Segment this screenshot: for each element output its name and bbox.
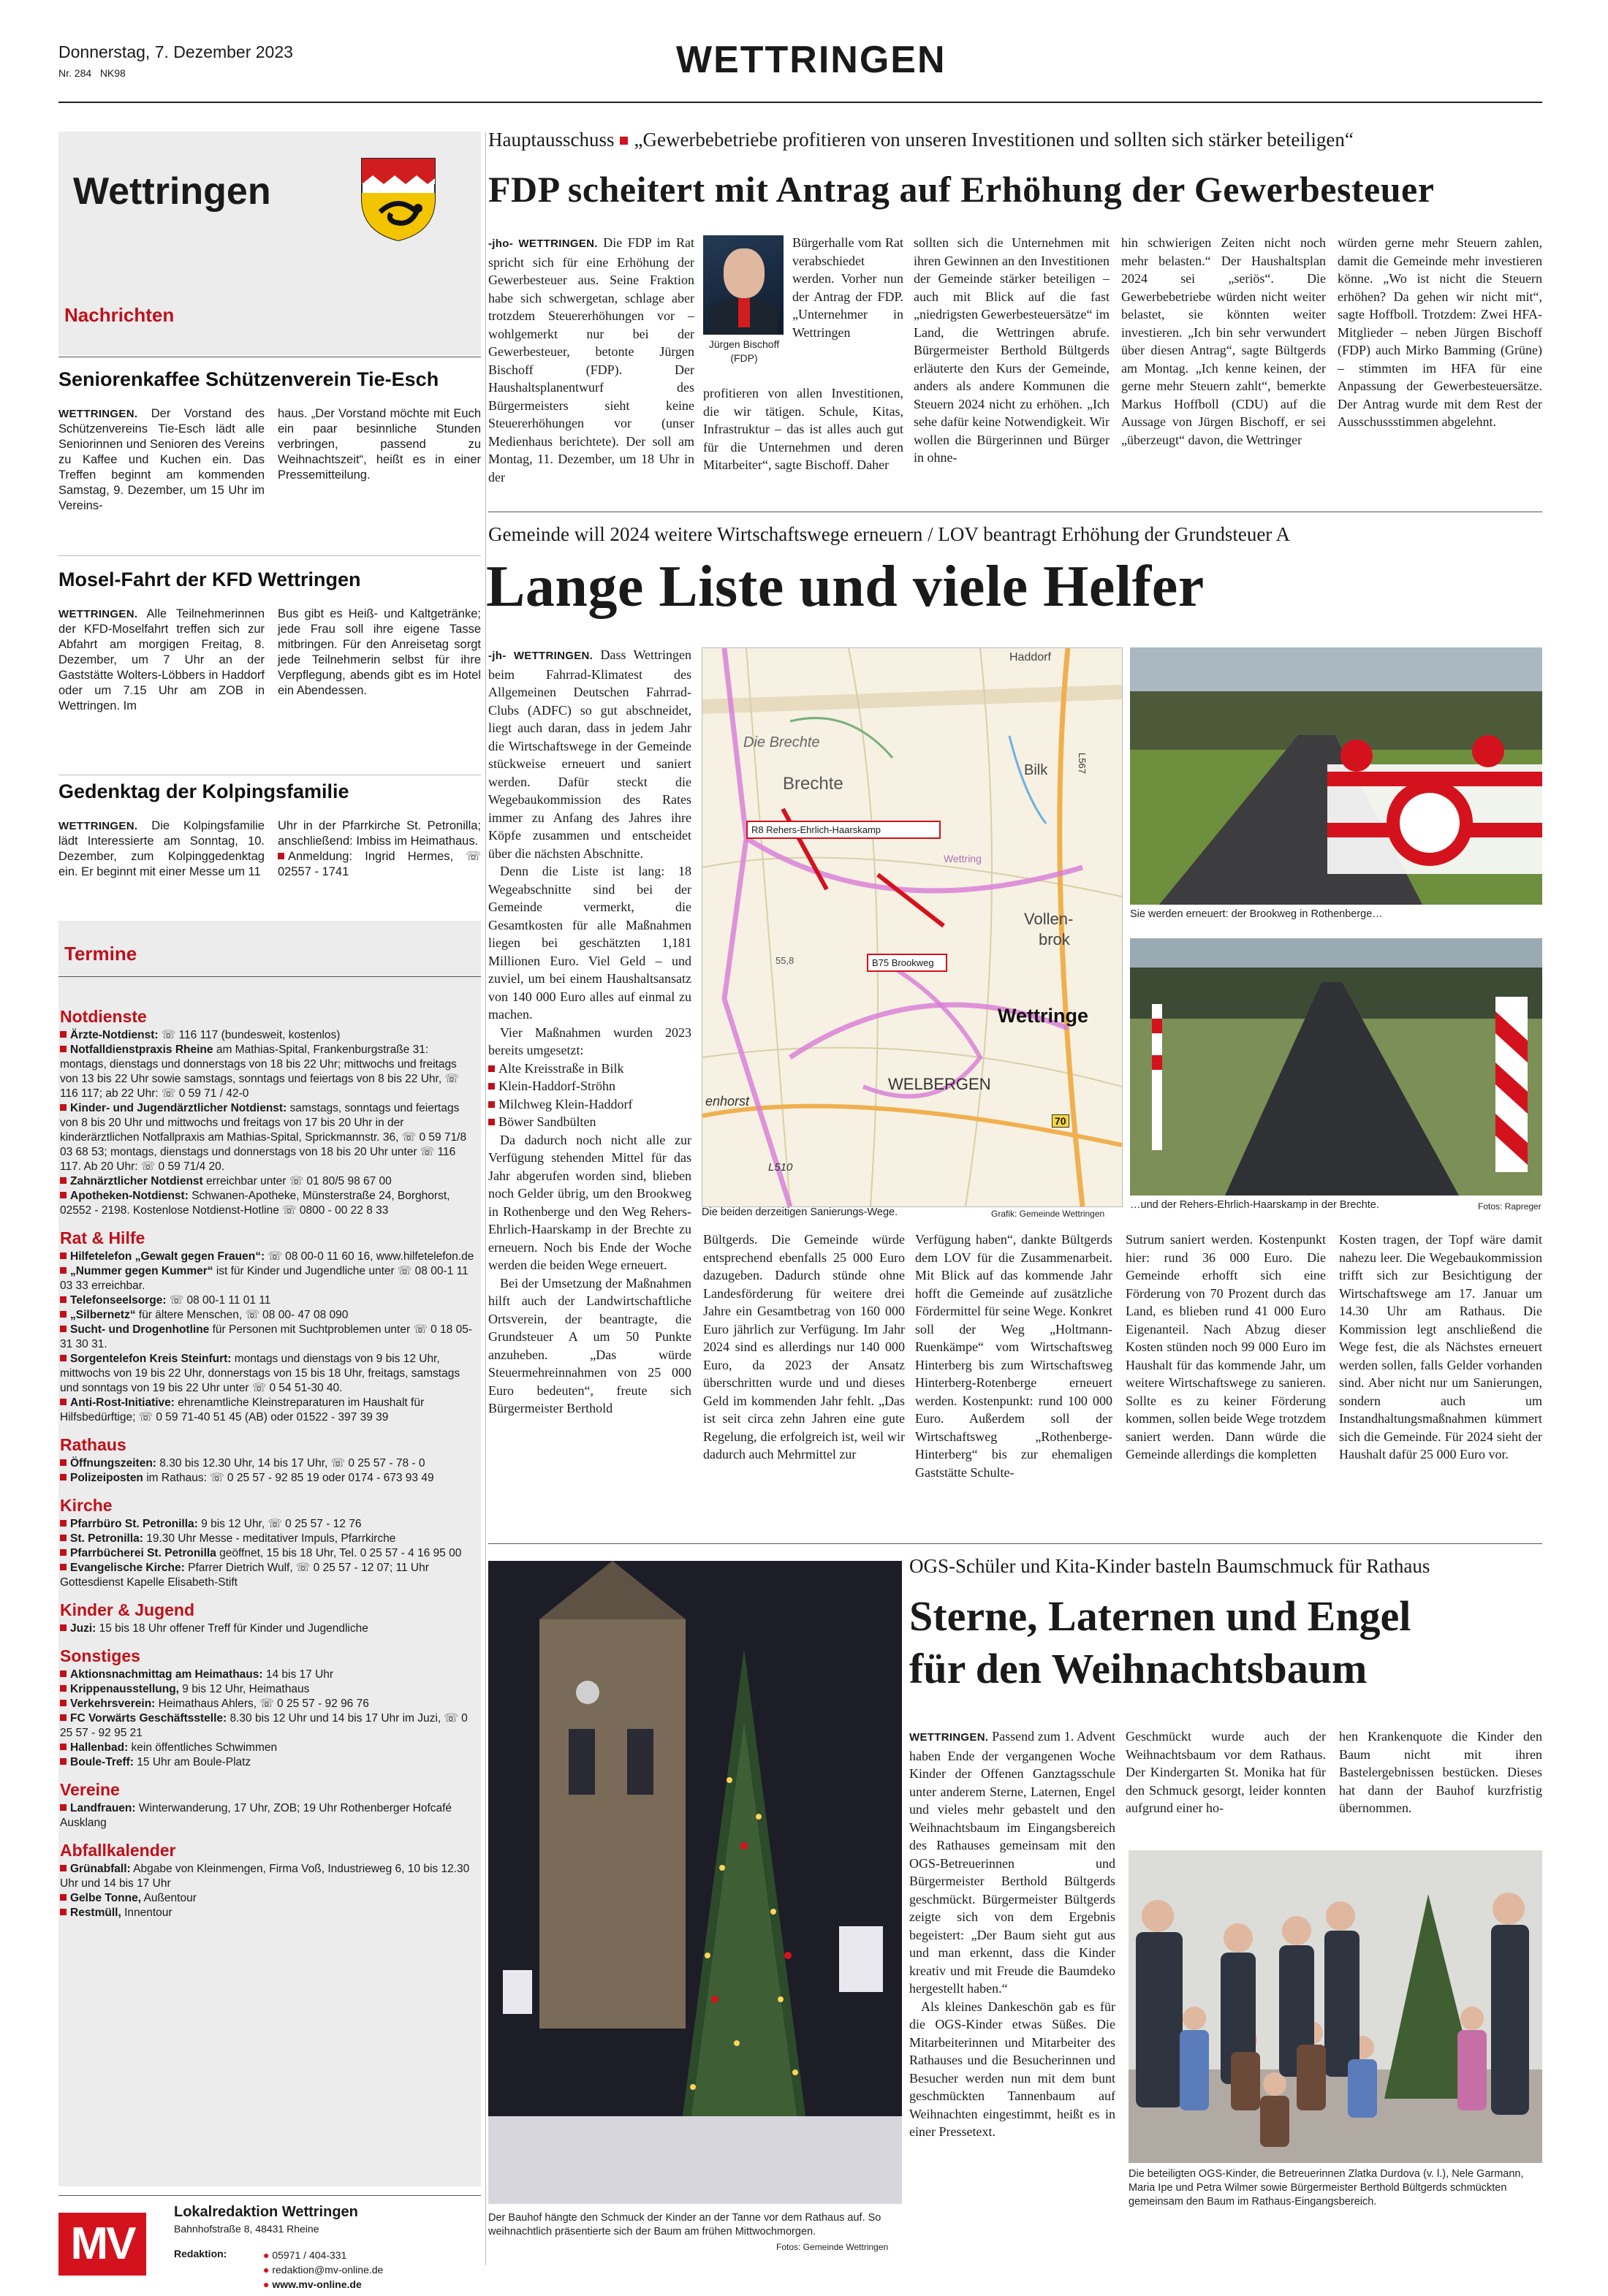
termine-heading: Abfallkalender	[60, 1841, 176, 1860]
termine-item-text: für Personen mit Suchtproblemen unter ☏ 0 18 05-31 30 31.	[60, 1323, 473, 1350]
header-date: Donnerstag, 7. Dezember 2023	[58, 42, 293, 61]
termine-item	[60, 1532, 478, 1546]
nachrichten-label: Nachrichten	[64, 304, 175, 326]
rehers-photo	[1130, 938, 1542, 1195]
map-place-brechte: Brechte	[783, 774, 843, 794]
bullet-icon	[60, 1670, 67, 1677]
termine-item-label: Öffnungszeiten:	[70, 1457, 156, 1470]
termine-item	[60, 1561, 478, 1590]
article3-text1: Passend zum 1. Advent haben Ende der vergangenen Woche Kinder der Offenen Ganztagsschule unter anderem Sterne, Laternen, Engel und vieles mehr gebastelt und den Weihnachtsbaum im Eingangsbereich des Rathauses gemeinsam mit den OGS-Betreuerinnen und Bürgermeister Berthold Bültgerds geschmückt. Bürgermeister Bültgerds zeigte sich von dem Ergebnis begeistert: „Der Baum sieht gut aus und man erkennt, dass die Kinder kreativ und mit Freude die Baumdeko hergestellt haben.“	[909, 1729, 1115, 1996]
article1-col2b: profitieren von allen Investitionen, die wir tätigen. Schule, Kitas, Infrastruktur – das ist alles auch gut für die Unternehmen und deren Mitarbeiter“, sagte Bischoff. Daher	[703, 386, 903, 472]
termine-item	[60, 1471, 478, 1486]
termine-item	[60, 1323, 478, 1352]
bullet-icon	[60, 1267, 67, 1274]
map-place-vollen: Vollen-	[1024, 910, 1074, 928]
mv-logo: MV	[58, 2213, 146, 2276]
termine-item	[60, 1862, 478, 1891]
article3-col1	[909, 1727, 1115, 2141]
bullet-icon	[60, 1744, 67, 1750]
edition-code: NK98	[99, 67, 126, 79]
article1-col2a: Bürgerhalle vom Rat verabschiedet werden. Vorher nun der Antrag der FDP. „Unternehmer in Wettringen	[792, 235, 903, 340]
measures-list	[488, 1060, 691, 1131]
article3-p2: Als kleines Dankeschön gab es für die OGS-Kinder etwas Süßes. Die Mitarbeiterinnen und Mitarbeiter des Rathauses und die Besucherinnen und Besucher werden nun mit dem bunt geschmückten Tannenbaum auf Weihnachten eingestimmt, heißt es in einer Pressetext.	[909, 1999, 1115, 2139]
termine-item-text: ☏ 08 00-1 11 01 11	[166, 1294, 271, 1307]
news1-headline: Seniorenkaffee Schützenverein Tie-Esch	[58, 368, 439, 390]
article2-kicker: Gemeinde will 2024 weitere Wirtschaftswege erneuern / LOV beantragt Erhöhung der Grundsteuer A	[488, 523, 1291, 545]
bullet-icon	[60, 1104, 67, 1111]
article3-col3: hen Krankenquote die Kinder den Baum nicht mit ihren Bastelergebnissen bestücken. Dieses hat dann der Bauhof kurzfristig übernommen.	[1339, 1729, 1542, 1815]
article3-col2: Geschmückt wurde auch der Weihnachtsbaum vor dem Rathaus. Der Kindergarten St. Monika hat für den Schmuck gesorgt, leider konnten aufgrund einer ho-	[1126, 1729, 1326, 1815]
termine-item-text: Schwanen-Apotheke, Münsterstraße 24, Borghorst, 02552 - 2198. Kostenlose Notdienst-Hotline ☏ 0800 - 00 22 8 33	[60, 1190, 450, 1217]
termine-item-text: Heimathaus Ahlers, ☏ 0 25 57 - 92 96 76	[155, 1698, 369, 1710]
phone-icon: ●	[263, 2249, 270, 2261]
article1-quote: „Gewerbebetriebe profitieren von unseren Investitionen und sollten sich stärker beteiligen“	[634, 129, 1354, 151]
termine-item-text: ☏ 08 00-0 11 60 16, www.hilfetelefon.de	[265, 1250, 474, 1263]
bullet-icon	[60, 1177, 67, 1184]
group-photo-graphic	[1129, 1850, 1542, 2163]
bullet-icon	[60, 1459, 67, 1466]
termine-label: Termine	[64, 943, 137, 965]
termine-item	[60, 1101, 478, 1174]
map-place-enhorst: enhorst	[705, 1094, 750, 1109]
bullet-icon	[60, 1311, 67, 1318]
town-name: Wettringen	[73, 170, 271, 213]
termine-item	[60, 1264, 478, 1293]
news3-text2: Uhr in der Pfarrkirche St. Petronilla; anschließend: Imbiss im Heimathaus.	[278, 819, 481, 848]
footer-rule	[58, 2195, 481, 2196]
termine-item-label: Pfarrbücherei St. Petronilla	[70, 1547, 216, 1559]
termine-item-label: Boule-Treff:	[70, 1756, 134, 1768]
footer-web[interactable]: www.mv-online.de	[272, 2278, 362, 2290]
map-road-l567: L567	[1076, 753, 1088, 774]
email-row[interactable]	[263, 2262, 383, 2277]
news3-note: Anmeldung: Ingrid Hermes, ☏ 02557 - 1741	[278, 850, 481, 878]
termine-heading: Kinder & Jugend	[60, 1600, 195, 1619]
web-icon: ●	[263, 2278, 270, 2290]
termine-item-label: Restmüll,	[70, 1907, 121, 1919]
termine-item	[60, 1682, 478, 1697]
termine-item-label: Zahnärztlicher Notdienst	[70, 1175, 203, 1187]
bullet-icon	[60, 1326, 67, 1332]
termine-item	[60, 1293, 478, 1308]
rehers-credit: Fotos: Rapreger	[1478, 1201, 1541, 1212]
article2-dateline: -jh- WETTRINGEN.	[488, 650, 593, 662]
bullet-icon	[60, 1624, 67, 1631]
termine-item-label: Aktionsnachmittag am Heimathaus:	[70, 1668, 263, 1681]
article-divider	[488, 1543, 1542, 1544]
termine-item-text: 19.30 Uhr Messe - meditativer Impuls, Pfarrkirche	[143, 1532, 396, 1545]
map-place-welbergen: WELBERGEN	[888, 1075, 991, 1093]
news1-col1	[58, 406, 265, 514]
news2-col2: Bus gibt es Heiß- und Kaltgetränke; jede Frau soll ihre eigene Tasse mitbringen. Für den Anreisetag sorgt jede Teilnehmerin selbst für ihre Verpflegung, abends gibt es im Hotel ein Abendessen.	[278, 607, 481, 697]
termine-item-text: 8.30 bis 12.30 Uhr, 14 bis 17 Uhr, ☏ 0 25 57 - 78 - 0	[156, 1457, 425, 1470]
footer-contacts	[263, 2248, 383, 2292]
termine-item-text: Abgabe von Kleinmengen, Firma Voß, Industrieweg 6, 10 bis 12.30 Uhr und 14 bis 17 Uhr	[60, 1863, 470, 1890]
bischoff-photo	[703, 235, 784, 335]
tie-shape	[738, 298, 750, 327]
termine-item-label: Polizeiposten	[70, 1472, 143, 1484]
termine-item	[60, 1741, 478, 1755]
web-row[interactable]	[263, 2277, 383, 2292]
measure-list-item	[488, 1095, 691, 1114]
termine-item-label: Apotheken-Notdienst:	[70, 1190, 189, 1202]
news2-text1: Alle Teilnehmerinnen der KFD-Moselfahrt treffen sich zur Abfahrt am morgigen Freitag, 8. Dezember, um 7 Uhr an der Gaststätte Wolters-Löbbers in Haddorf oder um 7.15 Uhr am ZOB in Wettringen. Im	[58, 607, 265, 712]
termine-item-label: Hallenbad:	[70, 1741, 129, 1754]
termine-item	[60, 1755, 478, 1770]
termine-item-text: Außentour	[141, 1892, 197, 1904]
christmas-tree-photo	[488, 1561, 902, 2204]
tree-photo-credit: Fotos: Gemeinde Wettringen	[776, 2242, 889, 2252]
termine-item-text: geöffnet, 15 bis 18 Uhr, Tel. 0 25 57 - 4 16 95 00	[216, 1547, 462, 1559]
bullet-icon	[60, 1474, 67, 1480]
article2-p4: Da dadurch noch nicht alle zur Verfügung stehenden Mittel für das Jahr abgerufen worden sind, blieben noch Gelder übrig, um den Brookweg in Rothenberge und den Weg Rehers-Ehrlich-Haarskamp in der Brechte zu erneuern. Noch bis Ende der Woche werden die beiden Wege erneuert.	[488, 1132, 691, 1272]
article2-headline: Lange Liste und viele Helfer	[486, 555, 1205, 619]
map-road-l510: L510	[768, 1161, 793, 1174]
news3-headline: Gedenktag der Kolpingsfamilie	[58, 780, 349, 802]
bullet-icon	[60, 1296, 67, 1303]
phone-row	[263, 2248, 383, 2262]
article3-headline-line1: Sterne, Laternen und Engel	[909, 1592, 1411, 1640]
termine-item-text: im Rathaus: ☏ 0 25 57 - 92 85 19 oder 0174 - 673 93 49	[143, 1472, 434, 1484]
termine-item-text: am Mathias-Spital, Frankenburgstraße 31: montags, dienstags und donnerstags von 18 bis 22 Uhr; mittwochs und freitags von 13 bis 22 Uhr sowie samstags, sonntags und feiertags von 8 bis 22 Uhr, ☏ 116 117; ab 22 Uhr: ☏ 0 59 71 / 42-0	[60, 1044, 459, 1100]
termine-item-label: Ärzte-Notdienst:	[70, 1029, 159, 1041]
article1-col1	[488, 234, 694, 486]
article2-col4: Sutrum saniert werden. Kostenpunkt hier: rund 36 000 Euro. Die Gemeinde erhofft sich eine Förderung von 70 Prozent durch das Land, es blieben rund 41 000 Euro Eigenanteil. Nach Abzug dieser Kosten stünden noch 99 000 Euro im Haushalt für das kommende Jahr, um weitere Wirtschaftswege zu sanieren. Sollte es zu keiner Förderung kommen, sollen beide Wege trotzdem saniert werden. Dann würde die Gemeinde allerdings die kompletten	[1126, 1232, 1326, 1461]
header-rule	[58, 102, 1542, 103]
termine-item	[60, 1174, 478, 1189]
termine-item-label: Landfrauen:	[70, 1802, 136, 1814]
article1-col5: würden gerne mehr Steuern zahlen, damit die Gemeinde mehr investieren könne. „Wo ist nicht die Steuern erhöhen? Da gehen wir nicht mit“, sagte Hoffboll. Trotzdem: Zwei HFA-Mitglieder – neben Jürgen Bischoff (FDP) auch Mirko Bamming (Grüne) – stimmten im HFA für eine Anpassung der Gewerbesteuersätze. Der Antrag wurde mit dem Rest der Ausschussstimmen abgelehnt.	[1338, 235, 1542, 429]
termine-item	[60, 1801, 478, 1831]
termine-item	[60, 1352, 478, 1396]
coat-of-arms-icon	[358, 155, 439, 243]
termine-item-text: Pfarrer Dietrich Wulf, ☏ 0 25 57 - 12 07; 11 Uhr Gottesdienst Kapelle Elisabeth-Stift	[60, 1562, 429, 1589]
bullet-icon	[60, 1399, 67, 1405]
article1-headline: FDP scheitert mit Antrag auf Erhöhung der Gewerbesteuer	[488, 169, 1435, 210]
bullet-icon	[60, 1252, 67, 1259]
article2-col5: Kosten tragen, der Topf wäre damit nahezu leer. Die Wegebaukommission trifft sich zur Besichtigung der Wirtschaftswege am 17. Januar um 14.30 Uhr am Rathaus. Die Kommission legt anschließend die Wege fest, die als Nächstes erneuert werden sollen, falls Gelder vorhanden sind. Aber nicht nur um Sanierungen, sondern auch um Instandhaltungsmaßnahmen kümmert sich die Gemeinde. Für 2024 sieht der Haushalt dafür 25 000 Euro vor.	[1339, 1232, 1542, 1461]
map-place-bilk: Bilk	[1024, 762, 1048, 778]
article2-col3: Verfügung haben“, dankte Bültgerds dem LOV für die Zusammenarbeit. Mit Blick auf das kommende Jahr hofft die Gemeinde auf zusätzliche Fördermittel für seine Wege. Konkret soll der Weg „Holtmann-Ruenkämpe“ vom Wirtschaftsweg Hinterberg bis zum Wirtschaftsweg Hinterberg-Rotenberge erneuert werden. Kostenpunkt: rund 100 000 Euro. Außerdem soll der Wirtschaftsweg „Rothenberge-Hinterberg“ bis zur ehemaligen Gaststätte Schulte-	[915, 1232, 1112, 1480]
bullet-icon	[488, 1119, 495, 1125]
article1-dateline: -jho- WETTRINGEN.	[488, 237, 598, 250]
sidebar	[58, 132, 481, 2290]
article3-kicker: OGS-Schüler und Kita-Kinder basteln Baumschmuck für Rathaus	[909, 1555, 1430, 1577]
measure-name: Klein-Haddorf-Ströhn	[498, 1079, 615, 1093]
termine-item-label: St. Petronilla:	[70, 1532, 143, 1545]
brookweg-photo-graphic	[1130, 647, 1542, 905]
termine-item-text: für ältere Menschen, ☏ 08 00- 47 08 090	[135, 1309, 349, 1321]
map-caption: Die beiden derzeitigen Sanierungs-Wege.	[702, 1206, 898, 1218]
termine-item-label: Sorgentelefon Kreis Steinfurt:	[70, 1353, 232, 1365]
bullet-icon	[488, 1083, 495, 1090]
map-place-diebrechte: Die Brechte	[743, 734, 820, 750]
route-map	[702, 647, 1123, 1207]
bullet-icon	[278, 853, 284, 859]
bullet-icon	[60, 1865, 67, 1871]
termine-item-label: Grünabfall:	[70, 1863, 131, 1875]
termine-item	[60, 1711, 478, 1741]
termine-item-text: samstags, sonntags und feiertags von 8 bis 20 Uhr und mittwochs und freitags von 17 bis 20 Uhr in der kinderärztlichen Notfallpraxis am Mathias-Spital, Sprickmannstr. 36, ☏ 0 59 71/8 03 68 53; montags, dienstags und donnerstags von 18 bis 20 Uhr unter ☏ 116 117. Ab 20 Uhr: ☏ 0 59 71/4 20.	[60, 1102, 467, 1173]
termine-heading: Notdienste	[60, 1007, 147, 1026]
termine-item-text: 8.30 bis 12 Uhr und 14 bis 17 Uhr im Juzi, ☏ 0 25 57 - 92 95 21	[60, 1712, 468, 1739]
brookweg-caption: Sie werden erneuert: der Brookweg in Rothenberge…	[1130, 908, 1383, 920]
termine-item-text: ist für Kinder und Jugendliche unter ☏ 08 00-1 11 03 33 erreichbar.	[60, 1265, 469, 1292]
news3-col1	[58, 818, 265, 880]
termine-item-text: 9 bis 12 Uhr, Heimathaus	[179, 1683, 310, 1695]
map-place-brok: brok	[1039, 930, 1070, 949]
bullet-icon	[60, 1355, 67, 1361]
article1-topic: Hauptausschuss	[488, 129, 615, 151]
news3-col2	[278, 818, 481, 880]
termine-item-text: Innentour	[121, 1907, 172, 1919]
rehers-caption: …und der Rehers-Ehrlich-Haarskamp in der Brechte.	[1130, 1199, 1379, 1211]
termine-item	[60, 1308, 478, 1323]
termine-item-text: kein öffentliches Schwimmen	[128, 1741, 278, 1754]
termine-item-text: Winterwanderung, 17 Uhr, ZOB; 19 Uhr Rothenberger Hofcafé Ausklang	[60, 1802, 452, 1829]
article3-dateline: WETTRINGEN.	[909, 1731, 989, 1744]
bullet-icon	[60, 1909, 67, 1915]
termine-item	[60, 1396, 478, 1425]
column-divider	[485, 132, 486, 2265]
termine-item-label: Sucht- und Drogenhotline	[70, 1323, 210, 1336]
article2-p2: Denn die Liste ist lang: 18 Wegeabschnitte sind bei der Gemeinde vermerkt, die Gesamtkosten für alle Maßnahmen liegen bei geschätzten 1,181 Millionen Euro. Viel Geld – und zuviel, um bei einem Haushaltsansatz von 140 000 Euro alles auf einmal zu machen.	[488, 864, 691, 1022]
face-shape	[724, 248, 765, 298]
bullet-icon	[60, 1520, 67, 1527]
kicker-square-icon	[620, 137, 628, 145]
bullet-icon	[488, 1101, 495, 1108]
article2-col1	[488, 646, 691, 1418]
map-credit: Grafik: Gemeinde Wettringen	[991, 1209, 1105, 1219]
section-title: WETTRINGEN	[676, 39, 947, 81]
bullet-icon	[60, 1564, 67, 1570]
termine-item	[60, 1668, 478, 1682]
bullet-icon	[60, 1714, 67, 1721]
map-label-b75: B75 Brookweg	[867, 954, 947, 972]
map-place-haddorf: Haddorf	[1009, 651, 1051, 664]
termine-list	[60, 1007, 478, 1920]
termine-item	[60, 1250, 478, 1264]
bullet-icon	[60, 1700, 67, 1706]
article2-p3: Vier Maßnahmen wurden 2023 bereits umgesetzt:	[488, 1025, 691, 1057]
termine-item-label: Krippenausstellung,	[70, 1683, 179, 1695]
article1-kicker	[488, 129, 1542, 151]
termine-heading: Kirche	[60, 1496, 113, 1515]
map-elevation: 55,8	[775, 955, 794, 966]
map-place-wettringen: Wettringe	[998, 1005, 1089, 1027]
termine-item-label: Kinder- und Jugendärztlicher Notdienst:	[70, 1102, 287, 1114]
termine-item-text: 15 bis 18 Uhr offener Treff für Kinder und Jugendliche	[96, 1622, 368, 1635]
news2-dateline: WETTRINGEN.	[58, 608, 138, 620]
termine-item	[60, 1043, 478, 1101]
bullet-icon	[60, 1685, 67, 1692]
bischoff-caption: Jürgen Bischoff (FDP)	[708, 338, 780, 364]
termine-item-label: Telefonseelsorge:	[70, 1294, 167, 1307]
measure-name: Alte Kreisstraße in Bilk	[498, 1060, 624, 1076]
tree-photo-caption: Der Bauhof hängte den Schmuck der Kinder an der Tanne vor dem Rathaus auf. So weihnachtlich präsentierte sich der Baum am frühen Mittwochmorgen.	[488, 2212, 881, 2238]
news1-text1: Der Vorstand des Schützenvereins Tie-Esch lädt alle Seniorinnen und Senioren des Vereins zu Kaffee und Kuchen ein. Das Treffen beginnt am kommenden Samstag, 9. Dezember, um 15 Uhr im Vereins-	[58, 407, 265, 512]
termine-rule	[58, 976, 481, 977]
news3-dateline: WETTRINGEN.	[58, 820, 138, 832]
termine-item-text: erreichbar unter ☏ 01 80/5 98 67 00	[202, 1175, 392, 1187]
news1-col2: haus. „Der Vorstand möchte mit Euch ein paar besinnliche Stunden verbringen, passend zu Weihnachtszeit“, heißt es in einer Pressemitteilung.	[278, 407, 481, 482]
news2-col1	[58, 607, 265, 714]
termine-heading: Rat & Hilfe	[60, 1228, 145, 1247]
article2-p5: Bei der Umsetzung der Maßnahmen hilft auch der Landwirtschaftliche Ortsverein, der beantragte, die Grundsteuer A um 50 Punkte anzuheben. „Das würde Steuermehreinnahmen von 25 000 Euro bedeuten“, freute sich Bürgermeister Berthold	[488, 1275, 691, 1415]
termine-item-label: Gelbe Tonne,	[70, 1892, 142, 1904]
termine-item	[60, 1697, 478, 1711]
termine-item	[60, 1456, 478, 1471]
termine-item-label: „Silbernetz“	[70, 1309, 136, 1321]
bullet-icon	[60, 1894, 67, 1901]
termine-item-label: Verkehrsverein:	[70, 1698, 156, 1710]
footer-title: Lokalredaktion Wettringen	[174, 2204, 358, 2220]
measure-list-item	[488, 1113, 691, 1131]
bullet-icon	[60, 1192, 67, 1198]
measure-list-item	[488, 1060, 691, 1078]
termine-heading: Vereine	[60, 1780, 120, 1799]
termine-item-text: montags und dienstags von 9 bis 12 Uhr, mittwochs von 19 bis 22 Uhr, donnerstags von 15 bis 18 Uhr, freitags, samstags und sonntags von 19 bis 22 Uhr unter ☏ 0 54 51-30 40.	[60, 1353, 460, 1394]
termine-item-label: Juzi:	[70, 1622, 96, 1635]
measure-name: Milchweg Klein-Haddorf	[498, 1096, 633, 1111]
news-divider	[58, 555, 481, 556]
termine-item-text: 9 bis 12 Uhr, ☏ 0 25 57 - 12 76	[197, 1518, 362, 1530]
termine-item-label: „Nummer gegen Kummer“	[70, 1265, 213, 1277]
termine-item-text: ehrenamtliche Kleinstreparaturen im Haushalt für Hilfsbedürftige; ☏ 0 59 71-40 51 45 (AB) oder 01522 - 397 39 39	[60, 1396, 425, 1423]
footer-email[interactable]: redaktion@mv-online.de	[272, 2264, 384, 2276]
group-photo	[1129, 1850, 1542, 2163]
bullet-icon	[60, 1758, 67, 1765]
map-label-r8: R8 Rehers-Ehrlich-Haarskamp	[746, 821, 941, 839]
termine-item	[60, 1189, 478, 1218]
article3-headline	[909, 1590, 1411, 1695]
mail-icon: ●	[263, 2264, 270, 2276]
termine-item-label: Hilfetelefon „Gewalt gegen Frauen“:	[70, 1250, 265, 1263]
termine-item-label: Notfalldienstpraxis Rheine	[70, 1044, 213, 1056]
termine-heading: Sonstiges	[60, 1646, 140, 1665]
termine-item-text: ☏ 116 117 (bundesweit, kostenlos)	[158, 1029, 341, 1041]
bullet-icon	[60, 1031, 67, 1038]
footer-address: Bahnhofstraße 8, 48431 Rheine	[174, 2223, 319, 2235]
brookweg-photo	[1130, 647, 1542, 905]
termine-heading: Rathaus	[60, 1435, 126, 1454]
termine-item	[60, 1546, 478, 1561]
termine-item-label: Evangelische Kirche:	[70, 1562, 185, 1574]
article2-col2: Bültgerds. Die Gemeinde würde entsprechend ebenfalls 25 000 Euro dazugeben. Dadurch stünde ohne Landesförderung für weitere drei Jahre ein Gesamtbetrag von 160 000 Euro jährlich zur Verfügung. Im Jahr 2024 sind es allerdings nur 140 000 Euro, da 2023 der Ansatz überschritten wurde und und dieses Geld im kommenden Jahr fehlt. „Das ist seit circa zehn Jahren eine gute Regelung, die erfolgreich ist, weil wir dadurch auch Mehrmittel zur	[703, 1232, 905, 1461]
header-issue	[58, 67, 126, 79]
termine-item-text: 14 bis 17 Uhr	[262, 1668, 334, 1681]
bullet-icon	[60, 1535, 67, 1541]
footer-phone: 05971 / 404-331	[272, 2249, 347, 2261]
article1-col4: hin schwierigen Zeiten nicht noch mehr belasten.“ Der Haushaltsplan 2024 sei „seriös“. Die Gewerbebetriebe würden nicht weiter belastet, sie könnten weiter investieren. „Ich bin sehr verwundert über diesen Antrag“, sagte Bültgerds am Montag. „Ich kenne keinen, der gerne mehr Steuern zahlt“, bemerkte Markus Hoffboll (CDU) auf die Aussage von Jürgen Bischoff, er sei „überzeugt“ davon, die Wettringer	[1121, 235, 1326, 447]
group-photo-caption: Die beteiligten OGS-Kinder, die Betreuerinnen Zlatka Durdova (v. l.), Nele Garmann, Maria Ipe und Petra Wilmer sowie Bürgermeister Berthold Bültgerds schmückten gemeinsam den Baum im Rathaus-Eingangsbereich.	[1129, 2168, 1524, 2208]
map-place-wettring: Wettring	[944, 853, 982, 864]
measure-name: Böwer Sandbülten	[498, 1114, 596, 1129]
termine-item-label: Pfarrbüro St. Petronilla:	[70, 1518, 198, 1530]
article1-text1: Die FDP im Rat spricht sich für eine Erhöhung der Gewerbesteuer aus. Seine Fraktion habe sich schwergetan, schlage aber trotzdem Steuererhöhungen vor – wohlgemerkt nur bei der Gewerbesteuer, betonte Jürgen Bischoff (FDP). Der Haushaltsplanentwurf des Bürgermeisters sieht keine Steuererhöhungen vor (unser Medienhaus berichtete). Der soll am Montag, 11. Dezember, um 18 Uhr in der	[488, 235, 695, 484]
termine-item	[60, 1906, 478, 1920]
termine-item	[60, 1891, 478, 1906]
termine-item-text: 15 Uhr am Boule-Platz	[133, 1756, 251, 1768]
article1-col3: sollten sich die Unternehmen mit ihren Gewinnen an den Investitionen der Gemeinde stärker beteiligen – auch mit Blick auf die fast „niedrigsten Gewerbesteuersätze“ im Land, die Wettringen abrufe. Bürgermeister Berthold Bültgerds erläuterte den Kurs der Gemeinde, anders als andere Kommunen die Steuern 2024 nicht zu erhöhen. „Ich sehe dafür keine Notwendigkeit. Wir wollen die Bürgerinnen und Bürger in ohne-	[914, 235, 1110, 465]
issue-number: Nr. 284	[58, 67, 92, 79]
news2-headline: Mosel-Fahrt der KFD Wettringen	[58, 569, 361, 590]
map-road-70: 70	[1052, 1114, 1069, 1128]
termine-item-label: FC Vorwärts Geschäftsstelle:	[70, 1712, 227, 1725]
bullet-icon	[488, 1065, 495, 1072]
article2-intro: Dass Wettringen beim Fahrrad-Klimatest des Allgemeinen Deutschen Fahrrad-Clubs (ADFC) so gut abschneidet, liegt auch daran, dass in jedem Jahr die Wirtschaftswege in der Gemeinde stückweise erneuert und saniert werden. Dafür steckt die Wegebaukommission des Rates immer zu Anfang des Jahres ihre Köpfe zusammen und entscheidet über die nächsten Abschnitte.	[488, 647, 692, 861]
news1-dateline: WETTRINGEN.	[58, 408, 138, 420]
christmas-tree-graphic	[488, 1561, 902, 2204]
rehers-photo-graphic	[1130, 938, 1542, 1195]
footer-label: Redaktion:	[174, 2248, 227, 2259]
termine-item	[60, 1028, 478, 1043]
bullet-icon	[60, 1549, 67, 1556]
bullet-icon	[60, 1046, 67, 1052]
news3-text1: Die Kolpingsfamilie lädt Interessierte am Sonntag, 10. Dezember, zum Kolpinggedenktag ein. Er beginnt mit einer Messe um 11	[58, 819, 265, 878]
bullet-icon	[60, 1804, 67, 1811]
termine-item-label: Anti-Rost-Initiative:	[70, 1396, 175, 1409]
termine-item	[60, 1517, 478, 1532]
measure-list-item	[488, 1077, 691, 1095]
article3-headline-line2: für den Weihnachtsbaum	[909, 1645, 1368, 1692]
termine-item	[60, 1622, 478, 1636]
